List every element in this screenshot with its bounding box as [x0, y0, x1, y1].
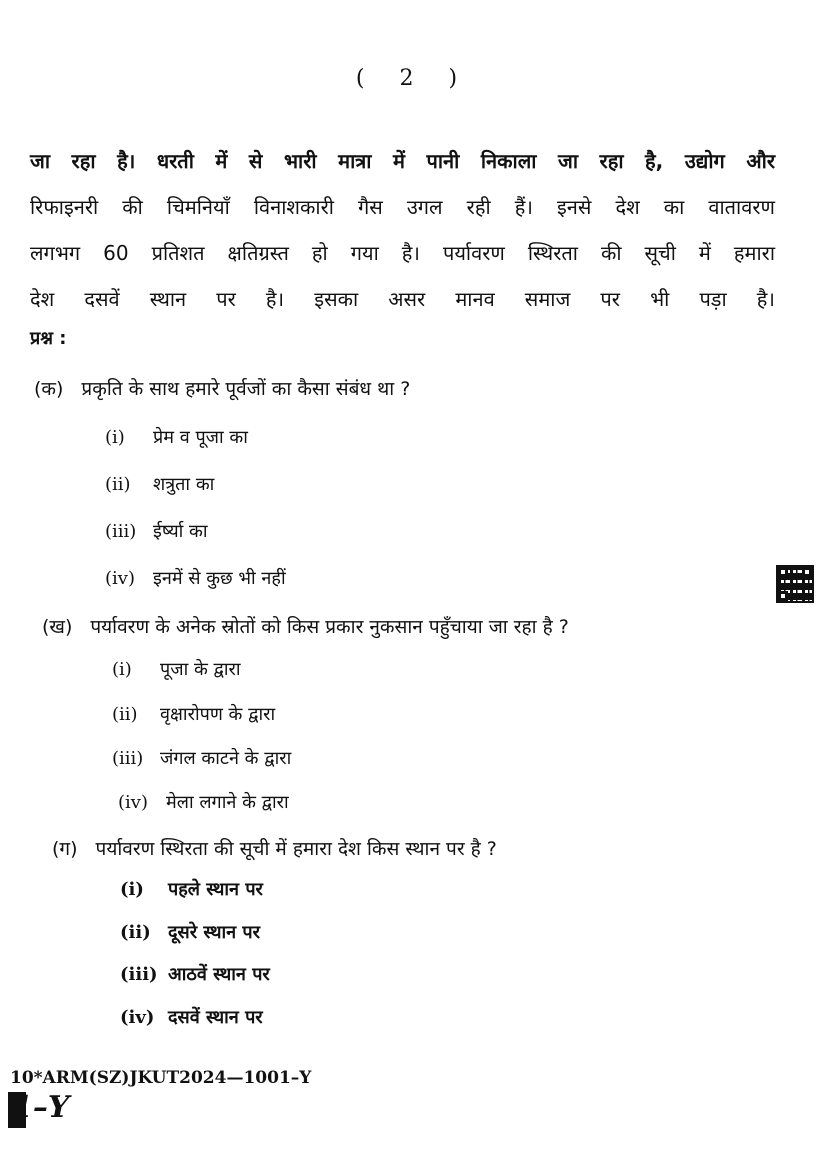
option-ga-3 [120, 962, 270, 986]
option-number: (i) [112, 659, 132, 680]
passage-line: देश दसवें स्थान पर है। इसका असर मानव समाज पर भी पड़ा है। [30, 287, 775, 311]
option-ka-1 [105, 425, 248, 449]
option-ga-2 [120, 920, 260, 944]
option-kha-1 [112, 657, 241, 681]
question-ka [34, 375, 410, 401]
option-kha-4 [118, 790, 289, 814]
option-ka-4 [105, 566, 286, 590]
option-number: (iv) [120, 1007, 155, 1028]
question-marker: (क) [34, 378, 64, 400]
question-text: पर्यावरण स्थिरता की सूची में हमारा देश किस स्थान पर है ? [95, 838, 497, 860]
page-number: ( 2 ) [355, 66, 472, 91]
option-text: इनमें से कुछ भी नहीं [153, 568, 286, 589]
question-ga [52, 835, 497, 861]
passage-line: लगभग 60 प्रतिशत क्षतिग्रस्त हो गया है। पर्यावरण स्थिरता की सूची में हमारा [30, 241, 775, 265]
option-text: दसवें स्थान पर [168, 1007, 263, 1028]
option-number: (iii) [120, 964, 158, 985]
option-text: आठवें स्थान पर [168, 964, 270, 985]
qr-code-icon [776, 565, 814, 603]
option-number: (ii) [112, 704, 138, 725]
option-text: मेला लगाने के द्वारा [166, 792, 289, 813]
option-text: शत्रुता का [153, 474, 215, 495]
option-kha-2 [112, 702, 275, 726]
passage-line: जा रहा है। धरती में से भारी मात्रा में पानी निकाला जा रहा है, उद्योग और [30, 149, 775, 173]
set-mark: 1–Y [12, 1090, 70, 1125]
question-text: पर्यावरण के अनेक स्रोतों को किस प्रकार नुकसान पहुँचाया जा रहा है ? [90, 616, 569, 638]
option-kha-3 [112, 746, 291, 770]
option-text: जंगल काटने के द्वारा [160, 748, 292, 769]
option-text: प्रेम व पूजा का [153, 427, 248, 448]
option-number: (i) [120, 879, 144, 900]
option-number: (iii) [105, 521, 137, 542]
option-text: ईर्ष्या का [153, 521, 208, 542]
option-text: दूसरे स्थान पर [168, 922, 261, 943]
passage-line: रिफाइनरी की चिमनियाँ विनाशकारी गैस उगल रही हैं। इनसे देश का वातावरण [30, 195, 775, 219]
option-number: (i) [105, 427, 125, 448]
questions-heading: प्रश्न : [30, 328, 67, 349]
question-marker: (ग) [52, 838, 78, 860]
option-text: वृक्षारोपण के द्वारा [160, 704, 276, 725]
option-text: पहले स्थान पर [168, 879, 263, 900]
option-number: (iii) [112, 748, 144, 769]
paper-code: 10*ARM(SZ)JKUT2024—1001–Y [10, 1068, 312, 1088]
question-text: प्रकृति के साथ हमारे पूर्वजों का कैसा संबंध था ? [81, 378, 411, 400]
option-number: (iv) [118, 792, 148, 813]
option-number: (ii) [120, 922, 151, 943]
option-ga-1 [120, 877, 263, 901]
option-number: (ii) [105, 474, 131, 495]
question-marker: (ख) [42, 616, 73, 638]
option-text: पूजा के द्वारा [160, 659, 241, 680]
option-ga-4 [120, 1005, 263, 1029]
option-ka-2 [105, 472, 214, 496]
option-ka-3 [105, 519, 208, 543]
option-number: (iv) [105, 568, 135, 589]
passage [30, 138, 775, 322]
question-kha [42, 613, 569, 639]
